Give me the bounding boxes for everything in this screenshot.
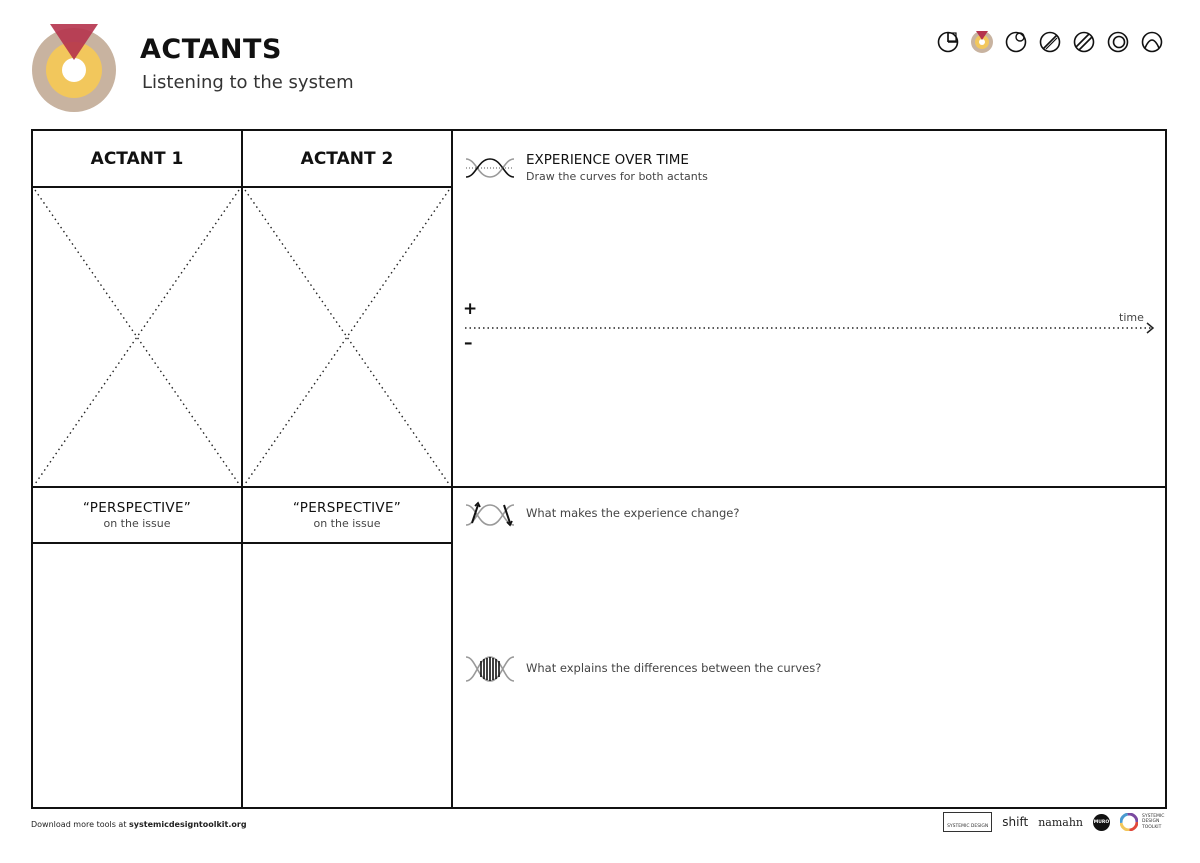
canvas-frame xyxy=(31,129,1167,809)
actant-1-heading: ACTANT 1 xyxy=(90,148,184,169)
perspective-subtitle: on the issue xyxy=(103,517,171,530)
actant-2-heading: ACTANT 2 xyxy=(300,148,394,169)
namahn-logo: namahn xyxy=(1038,815,1083,829)
experience-drawing-area[interactable] xyxy=(453,201,1165,486)
plus-label: + xyxy=(463,299,478,319)
partner-logos xyxy=(943,812,1166,832)
actant-1-perspective-area[interactable] xyxy=(33,544,241,807)
page-title: ACTANTS xyxy=(140,34,282,65)
muro-logo: MURO xyxy=(1093,814,1110,831)
time-label: time xyxy=(1119,311,1144,324)
download-prefix: Download more tools at xyxy=(31,820,130,829)
actant-1-image-placeholder[interactable] xyxy=(33,188,241,486)
curve-change-icon xyxy=(464,497,516,531)
circle-peak-icon[interactable] xyxy=(1140,30,1164,54)
toolkit-nav xyxy=(936,30,1164,54)
actants-active-icon[interactable] xyxy=(970,30,994,54)
shift-logo: shift xyxy=(1002,815,1029,829)
experience-title: EXPERIENCE OVER TIME xyxy=(526,152,689,168)
question-what-changes: What makes the experience change? xyxy=(526,506,740,520)
actant-2-image-placeholder[interactable] xyxy=(243,188,451,486)
section-divider xyxy=(33,486,1165,488)
perspective-title: “PERSPECTIVE” xyxy=(292,500,402,516)
actant-2-perspective-area[interactable] xyxy=(243,544,451,807)
minus-label: – xyxy=(464,333,473,353)
systemic-design-toolkit-logo: SYSTEMIC DESIGN TOOLKIT xyxy=(1120,813,1166,831)
circle-double-slash-icon[interactable] xyxy=(1072,30,1096,54)
questions-writing-area[interactable] xyxy=(453,531,1165,807)
download-link[interactable]: systemicdesigntoolkit.org xyxy=(129,820,247,829)
toolkit-color-wheel-icon xyxy=(1120,813,1138,831)
circle-split-icon[interactable] xyxy=(1004,30,1028,54)
circle-slash-icon[interactable] xyxy=(1038,30,1062,54)
systemic-design-logo: SYSTEMIC DESIGN xyxy=(943,812,992,832)
experience-subtitle: Draw the curves for both actants xyxy=(526,170,708,183)
perspective-subtitle: on the issue xyxy=(313,517,381,530)
download-note xyxy=(31,820,247,829)
actants-logo xyxy=(30,22,122,114)
actant-2-perspective-header xyxy=(243,500,451,530)
page-subtitle: Listening to the system xyxy=(142,72,354,93)
perspective-title: “PERSPECTIVE” xyxy=(82,500,192,516)
curves-icon xyxy=(464,151,516,183)
question-what-explains: What explains the differences between the curves? xyxy=(526,661,822,675)
pie-segment-icon[interactable] xyxy=(936,30,960,54)
actant-1-perspective-header xyxy=(33,500,241,530)
concentric-circle-icon[interactable] xyxy=(1106,30,1130,54)
